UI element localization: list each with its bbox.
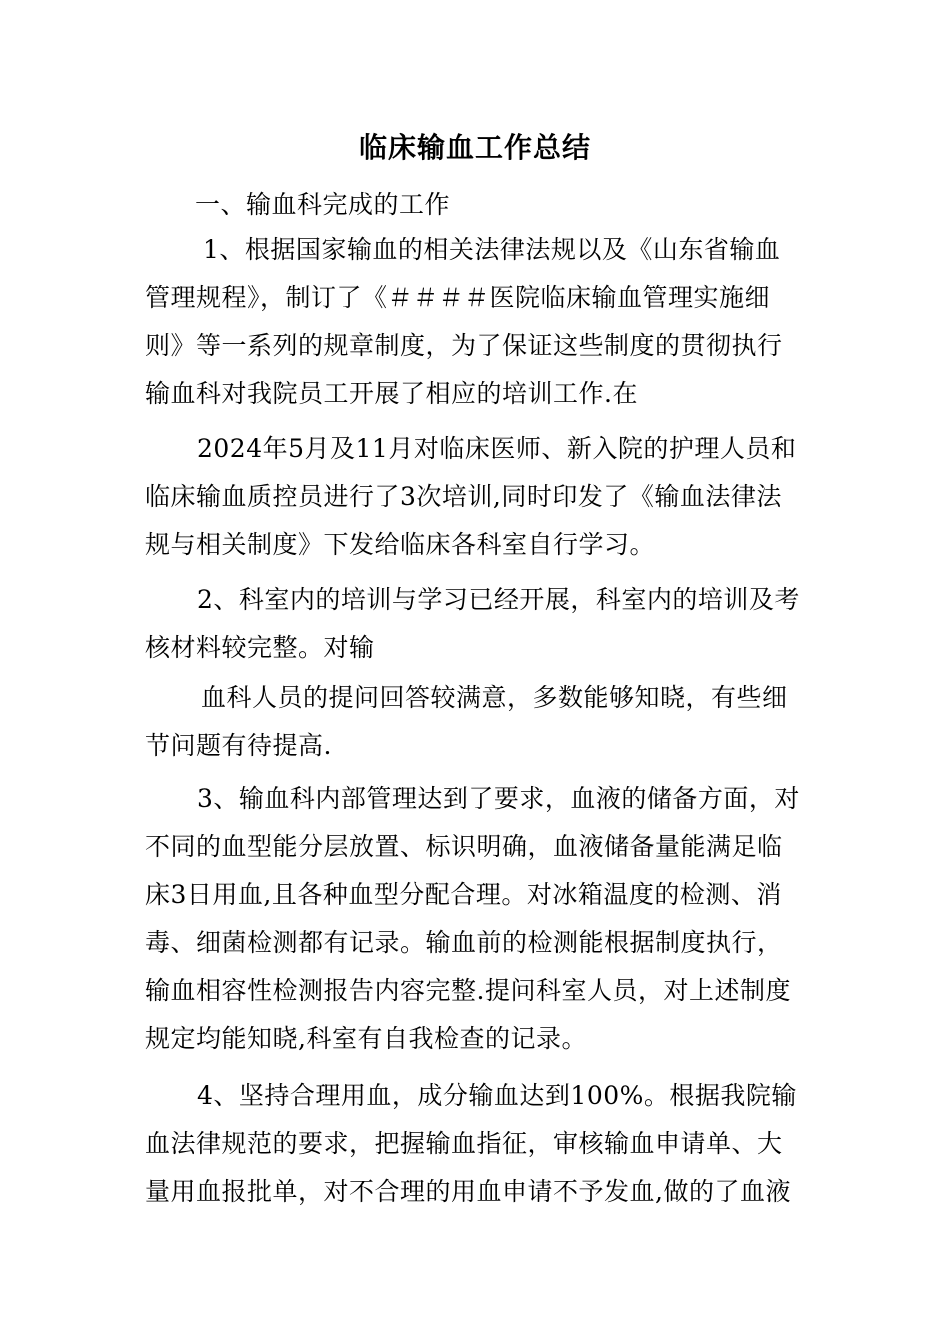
paragraph-line: 毒、细菌检测都有记录。输血前的检测能根据制度执行， (145, 928, 783, 957)
section-heading-block (195, 181, 810, 229)
paragraph-line: 不同的血型能分层放置、标识明确，血液储备量能满足临 (145, 832, 783, 861)
paragraph-line: 1、根据国家输血的相关法律法规以及《山东省输血 (203, 235, 781, 264)
paragraph-2 (145, 425, 810, 569)
paragraph-line: 规与相关制度》下发给临床各科室自行学习。 (145, 530, 656, 559)
paragraph-line: 4、坚持合理用血，成分输血达到100%。根据我院输 (197, 1081, 797, 1110)
paragraph-line: 床3日用血,且各种血型分配合理。对冰箱温度的检测、消 (145, 880, 782, 909)
paragraph-line: 血科人员的提问回答较满意，多数能够知晓，有些细 (201, 683, 788, 712)
paragraph-line: 则》等一系列的规章制度，为了保证这些制度的贯彻执行 (145, 331, 783, 360)
document-title: 临床输血工作总结 (358, 131, 591, 164)
paragraph-line: 输血相容性检测报告内容完整.提问科室人员，对上述制度 (145, 976, 791, 1005)
paragraph-line: 量用血报批单，对不合理的用血申请不予发血,做的了血液 (145, 1177, 791, 1206)
paragraph-line: 核材料较完整。对输 (145, 633, 375, 662)
paragraph-line: 临床输血质控员进行了3次培训,同时印发了《输血法律法 (145, 482, 782, 511)
paragraph-line: 3、输血科内部管理达到了要求，血液的储备方面，对 (197, 784, 800, 813)
paragraph-line: 节问题有待提高. (145, 731, 332, 760)
paragraph-3 (145, 576, 810, 672)
paragraph-5 (145, 775, 810, 1063)
paragraph-line: 管理规程》，制订了《＃＃＃＃医院临床输血管理实施细 (145, 283, 771, 312)
paragraph-6 (145, 1072, 810, 1216)
paragraph-4 (145, 674, 810, 770)
paragraph-1 (145, 226, 810, 418)
paragraph-line: 输血科对我院员工开展了相应的培训工作.在 (145, 379, 638, 408)
section-heading: 一、输血科完成的工作 (195, 190, 451, 219)
paragraph-line: 血法律规范的要求，把握输血指征，审核输血申请单、大 (145, 1129, 783, 1158)
paragraph-line: 2、科室内的培训与学习已经开展，科室内的培训及考 (197, 585, 800, 614)
paragraph-line: 2024年5月及11月对临床医师、新入院的护理人员和 (197, 434, 797, 463)
paragraph-line: 规定均能知晓,科室有自我检查的记录。 (145, 1024, 587, 1053)
